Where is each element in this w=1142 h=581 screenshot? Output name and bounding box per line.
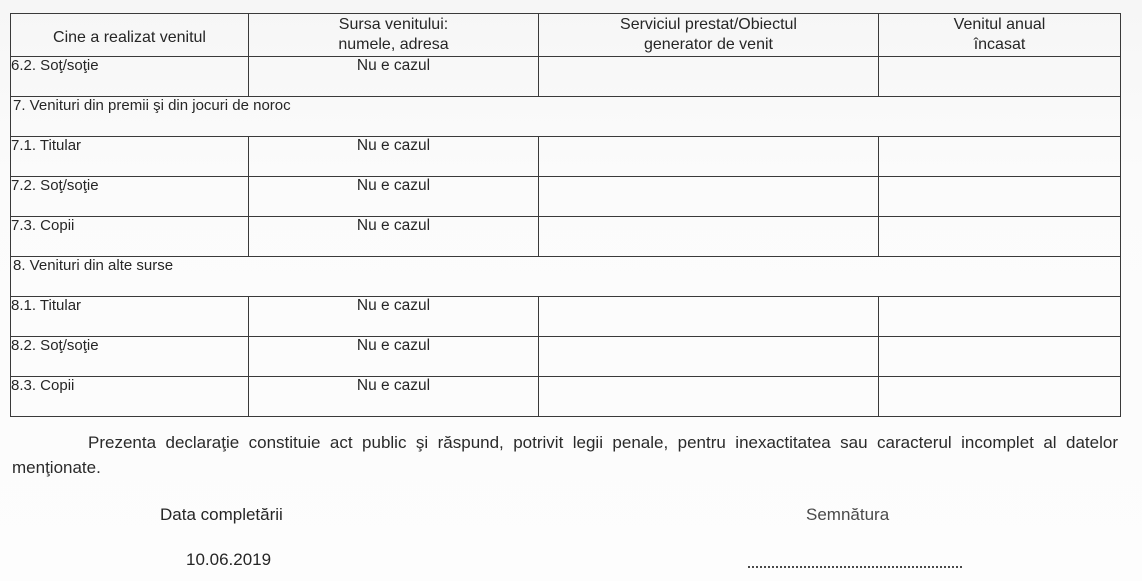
who-cell: 7.2. Soţ/soţie	[11, 177, 249, 217]
service-cell	[539, 57, 879, 97]
table-row	[11, 177, 1121, 217]
who-cell: 8.1. Titular	[11, 297, 249, 337]
signature-line	[748, 566, 962, 568]
table-row	[11, 57, 1121, 97]
income-cell	[879, 177, 1121, 217]
who-cell: 6.2. Soţ/soţie	[11, 57, 249, 97]
section-row	[11, 257, 1121, 297]
income-table	[10, 13, 1121, 417]
service-cell	[539, 177, 879, 217]
source-cell: Nu e cazul	[249, 337, 539, 377]
income-cell	[879, 217, 1121, 257]
source-cell: Nu e cazul	[249, 217, 539, 257]
income-cell	[879, 377, 1121, 417]
header-source: Sursa venitului: numele, adresa	[249, 14, 539, 57]
source-cell: Nu e cazul	[249, 57, 539, 97]
declaration-statement: Prezenta declaraţie constituie act public şi răspund, potrivit legii penale, pentru inexactitatea sau caracterul incomplet al datelor menţionate.	[12, 433, 1118, 477]
who-cell: 8.2. Soţ/soţie	[11, 337, 249, 377]
table-header-row	[11, 14, 1121, 57]
header-service: Serviciul prestat/Obiectul generator de venit	[539, 14, 879, 57]
signature-label: Semnătura	[806, 505, 890, 524]
header-income: Venitul anual încasat	[879, 14, 1121, 57]
income-cell	[879, 297, 1121, 337]
income-cell	[879, 57, 1121, 97]
who-cell: 7.3. Copii	[11, 217, 249, 257]
date-label: Data completării	[160, 505, 283, 524]
income-cell	[879, 137, 1121, 177]
service-cell	[539, 337, 879, 377]
table-row	[11, 337, 1121, 377]
section-title: 8. Venituri din alte surse	[11, 257, 1121, 297]
table-row	[11, 137, 1121, 177]
section-row	[11, 97, 1121, 137]
source-cell: Nu e cazul	[249, 377, 539, 417]
service-cell	[539, 137, 879, 177]
who-cell: 7.1. Titular	[11, 137, 249, 177]
table-row	[11, 377, 1121, 417]
section-title: 7. Venituri din premii şi din jocuri de noroc	[11, 97, 1121, 137]
source-cell: Nu e cazul	[249, 137, 539, 177]
service-cell	[539, 377, 879, 417]
income-cell	[879, 337, 1121, 377]
source-cell: Nu e cazul	[249, 297, 539, 337]
date-value: 10.06.2019	[186, 550, 272, 569]
table-row	[11, 297, 1121, 337]
service-cell	[539, 217, 879, 257]
table-row	[11, 217, 1121, 257]
header-who: Cine a realizat venitul	[11, 14, 249, 57]
source-cell: Nu e cazul	[249, 177, 539, 217]
who-cell: 8.3. Copii	[11, 377, 249, 417]
service-cell	[539, 297, 879, 337]
